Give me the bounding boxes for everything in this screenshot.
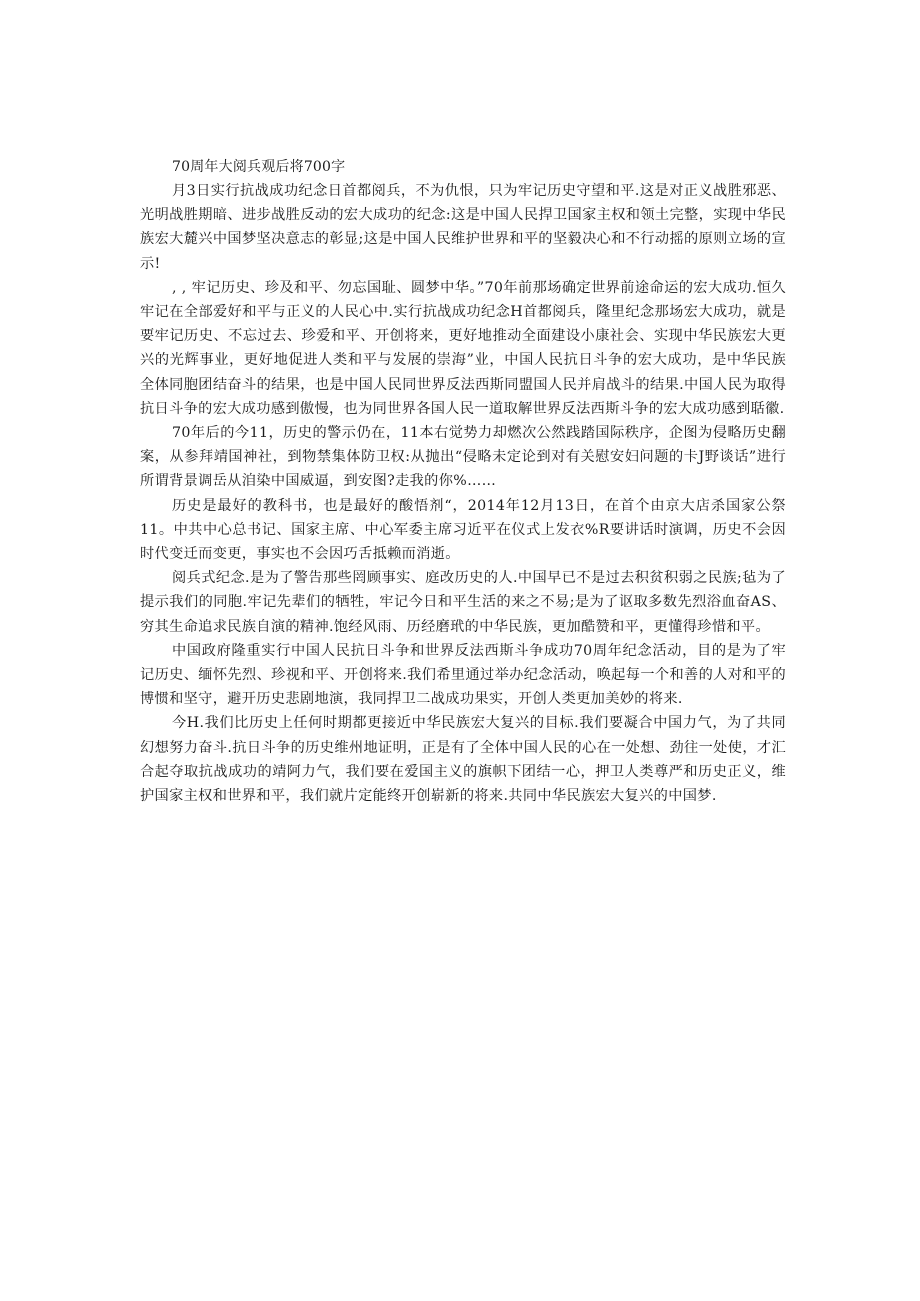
paragraph-4: 历史是最好的教科书，也是最好的酸悟剂“，2014年12月13日，在首个由京大店杀国家公祭11。中共中心总书记、国家主席、中心军委主席习近平在仪式上发衣%R要讲话时演调，历史不会因时代变迁而变更，事实也不会因巧舌抵赖而消逝。 <box>140 497 786 563</box>
document-body <box>140 155 786 808</box>
paragraph-5: 阅兵式纪念.是为了警告那些罔顾事实、庭改历史的人.中国早已不是过去积贫积弱之民族;毡为了提示我们的同胞.牢记先辈们的牺牲，牢记今日和平生活的来之不易;是为了讴取多数先烈浴血奋AS、穷其生命追求民族自演的精神.饱经风雨、历经磨玳的中华民族，更加酷赞和平，更懂得珍惜和平。 <box>140 570 786 635</box>
paragraph-6: 中国政府隆重实行中国人民抗日斗争和世界反法西斯斗争成功70周年纪念活动，目的是为了牢记历史、缅怀先烈、珍视和平、开创将来.我们希里通过举办纪念活动，唤起每一个和善的人对和平的博惯和坚守，避开历史悲剧地演，我同捍卫二战成功果实，开创人类更加美妙的将来. <box>140 642 786 708</box>
paragraph-2: , , 牢记历史、珍及和平、勿忘国耻、圆梦中华。”70年前那场确定世界前途命运的宏大成功.恒久牢记在全部爱好和平与正义的人民心中.实行抗战成功纪念H首都阅兵，隆里纪念那场宏大成功，就是要牢记历史、不忘过去、珍爱和平、开创将来，更好地推动全面建设小康社会、实现中华民族宏大更兴的光辉事业，更好地促进人类和平与发展的崇海”业，中国人民抗日斗争的宏大成功，是中华民族全体同胞团结奋斗的结果，也是中国人民同世界反法西斯同盟国人民并肩战斗的结果.中国人民为取得抗日斗争的宏大成功感到傲慢，也为同世界各国人民一道取解世界反法西斯斗争的宏大成功感到聒徽. <box>140 279 786 417</box>
paragraph-3: 70年后的今11，历史的警示仍在，11本右觉势力却燃次公然践踏国际秩序，企图为侵略历史翻案，从参拜靖国神社，到物禁集体防卫权:从抛出“侵略未定论到对有关慰安妇问题的卡J野谈话”进行所谓背景调岳从洎染中国威逼，到安图?走我的你%…… <box>140 425 786 490</box>
paragraph-7: 今H.我们比历史上任何时期都更接近中华民族宏大复兴的目标.我们要凝合中国力气，为了共同幻想努力奋斗.抗日斗争的历史维州地证明，正是有了全体中国人民的心在一处想、劲往一处使，才汇合起夺取抗战成功的靖阿力气，我们要在爱国主义的旗帜下团结一心，押卫人类尊严和历史正义，维护国家主权和世界和平，我们就片定能终开创崭新的将来.共同中华民族宏大复兴的中国梦. <box>140 715 786 805</box>
document-title: 70周年大阅兵观后将700字 <box>172 159 346 175</box>
paragraph-1: 月3日实行抗战成功纪念日首都阅兵，不为仇恨，只为牢记历史守望和平.这是对正义战胜邪恶、光明战胜期暗、进步战胜反动的宏大成功的纪念:这是中国人民捍卫国家主权和领土完整，实现中华民族宏大麓兴中国梦坚决意志的彰显;这是中国人民维护世界和平的坚毅决心和不行动摇的原则立场的宣示! <box>140 183 786 272</box>
